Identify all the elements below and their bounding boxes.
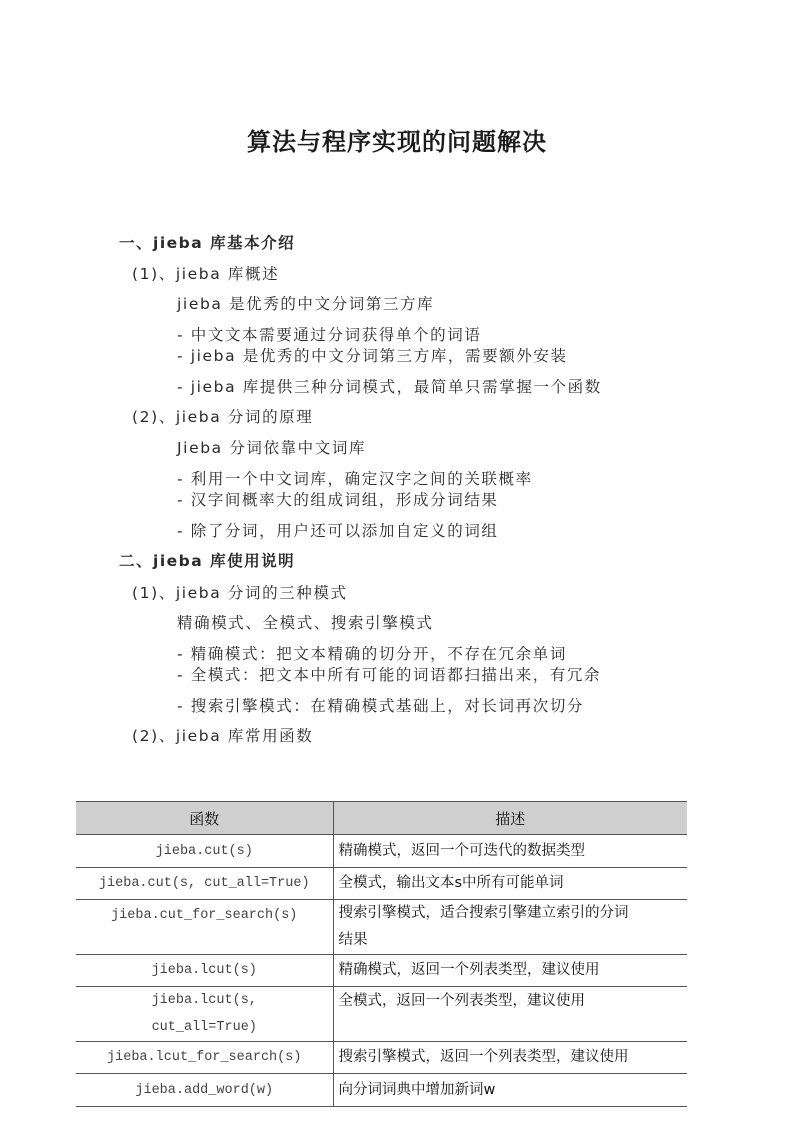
section-heading-1: 一、jieba 库基本介绍: [119, 234, 296, 252]
subsection-lead-1-2: Jieba 分词依靠中文词库: [177, 439, 367, 457]
table-header-row: [76, 802, 687, 835]
description-cell: [333, 900, 687, 955]
function-cell: [76, 987, 333, 1042]
column-header-description: 描述: [333, 802, 687, 835]
bullet-item: - 全模式：把文本中所有可能的词语都扫描出来，有冗余: [177, 666, 602, 684]
table-row: [76, 1042, 687, 1074]
column-header-function: 函数: [76, 802, 333, 835]
function-cell: jieba.cut(s): [76, 835, 333, 868]
subsection-heading-1-2: (2)、jieba 分词的原理: [132, 408, 314, 426]
description-cell: 搜索引擎模式，返回一个列表类型，建议使用: [333, 1042, 687, 1074]
subsection-heading-2-2: (2)、jieba 库常用函数: [132, 727, 314, 745]
jieba-functions-table: [76, 801, 687, 1107]
subsection-heading-2-1: (1)、jieba 分词的三种模式: [132, 584, 348, 602]
table-row: [76, 955, 687, 987]
bullet-item: - 精确模式：把文本精确的切分开，不存在冗余单词: [177, 645, 567, 663]
description-cell: 精确模式，返回一个可迭代的数据类型: [333, 835, 687, 868]
description-line: 搜索引擎模式，适合搜索引擎建立索引的分词: [338, 905, 629, 921]
table-row: [76, 868, 687, 900]
bullet-item: - jieba 是优秀的中文分词第三方库，需要额外安装: [177, 347, 568, 365]
table-row: [76, 987, 687, 1042]
function-line: cut_all=True): [151, 1020, 257, 1035]
bullet-item: - 利用一个中文词库，确定汉字之间的关联概率: [177, 470, 533, 488]
description-cell: 全模式，返回一个列表类型，建议使用: [333, 987, 687, 1042]
function-cell: jieba.cut_for_search(s): [76, 900, 333, 955]
description-line: 结果: [338, 932, 368, 948]
section-heading-2: 二、jieba 库使用说明: [119, 552, 296, 570]
bullet-item: - jieba 库提供三种分词模式，最简单只需掌握一个函数: [177, 378, 602, 396]
description-cell: 精确模式，返回一个列表类型，建议使用: [333, 955, 687, 987]
subsection-lead-1-1: jieba 是优秀的中文分词第三方库: [177, 295, 435, 313]
function-cell: jieba.add_word(w): [76, 1074, 333, 1107]
function-cell: jieba.lcut_for_search(s): [76, 1042, 333, 1074]
table-row: [76, 1074, 687, 1107]
page-title: 算法与程序实现的问题解决: [247, 128, 547, 156]
bullet-item: - 中文文本需要通过分词获得单个的词语: [177, 326, 482, 344]
bullet-item: - 汉字间概率大的组成词组，形成分词结果: [177, 491, 499, 509]
subsection-lead-2-1: 精确模式、全模式、搜索引擎模式: [177, 614, 434, 632]
function-cell: jieba.lcut(s): [76, 955, 333, 987]
description-cell: 全模式，输出文本s中所有可能单词: [333, 868, 687, 900]
bullet-item: - 除了分词，用户还可以添加自定义的词组: [177, 522, 499, 540]
function-cell: jieba.cut(s, cut_all=True): [76, 868, 333, 900]
description-cell: 向分词词典中增加新词w: [333, 1074, 687, 1107]
function-line: jieba.lcut(s,: [151, 993, 257, 1008]
subsection-heading-1-1: (1)、jieba 库概述: [132, 265, 280, 283]
table-row: [76, 900, 687, 955]
table-row: [76, 835, 687, 868]
bullet-item: - 搜索引擎模式：在精确模式基础上，对长词再次切分: [177, 697, 585, 715]
